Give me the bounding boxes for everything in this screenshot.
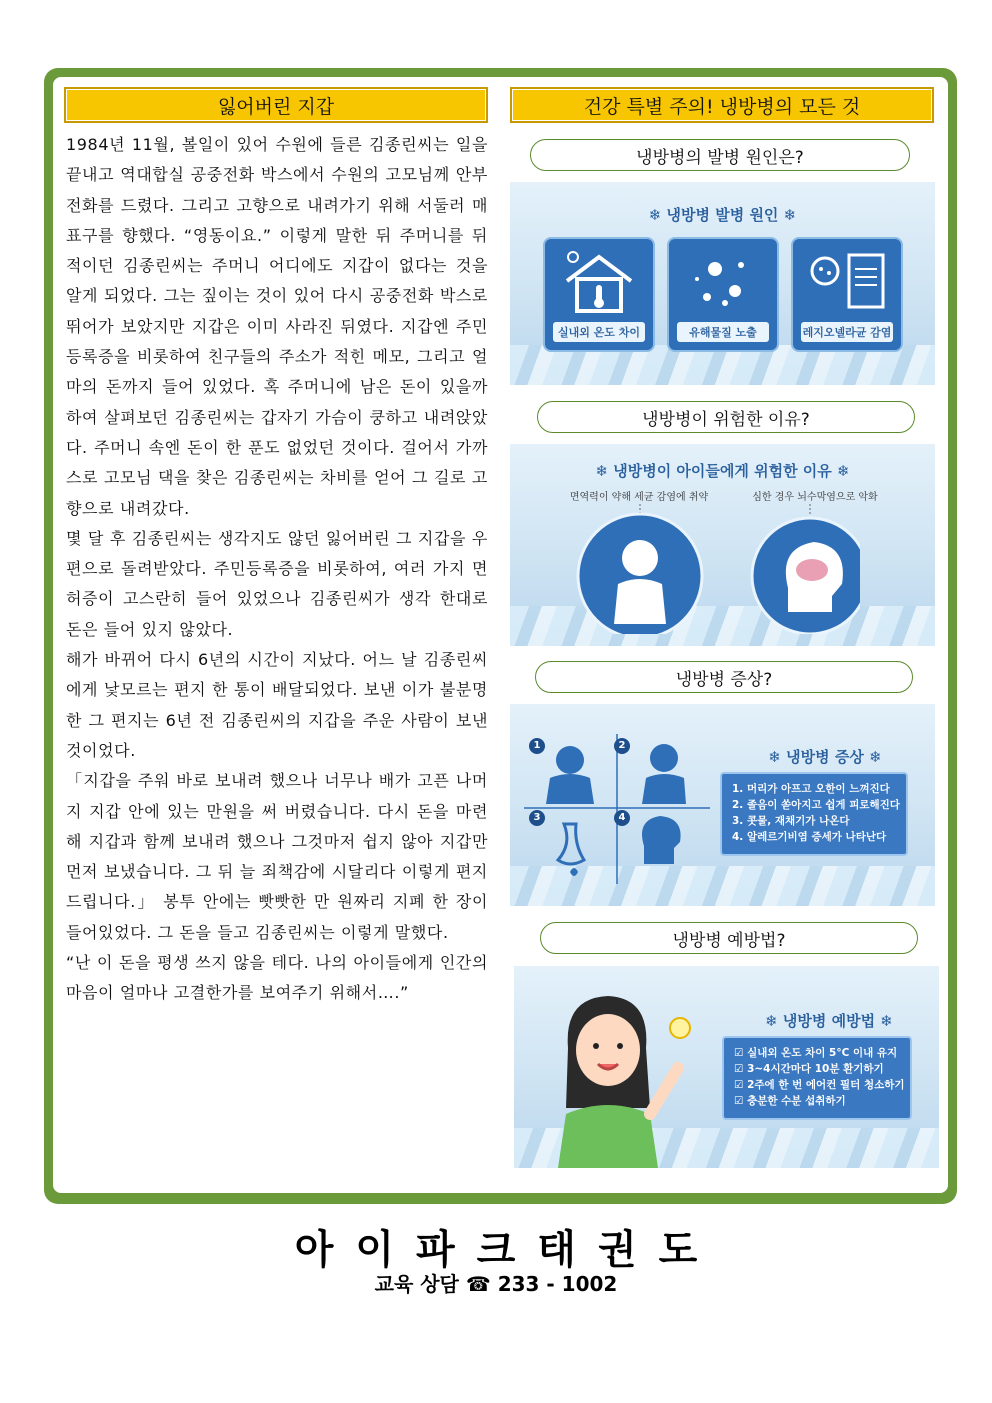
- question-pill-symptoms: [535, 661, 913, 693]
- panel-title: ❄ 냉방병 예방법 ❄: [765, 1012, 893, 1030]
- academy-name: 아이파크태권도: [294, 1227, 720, 1273]
- symptom-item: 2. 졸음이 쏟아지고 쉽게 피로해진다: [732, 799, 900, 811]
- story-paragraph: 몇 달 후 김종린씨는 생각지도 않던 잃어버린 그 지갑을 우편으로 돌려받았다. 주민등록증을 비롯하여, 여러 가지 면허증이 고스란히 들어 있었으나 김종린씨가 생각 한대로 돈은 들어 있지 않았다.: [66, 528, 488, 639]
- symptoms-illustration-icon: [524, 734, 710, 884]
- story-paragraph: “난 이 돈을 평생 쓰지 않을 테다. 나의 아이들에게 인간의 마음이 얼마나 고결한가를 보여주기 위해서….”: [66, 953, 488, 1003]
- aircon-bacteria-icon: [809, 249, 889, 315]
- danger-panel: [510, 444, 935, 646]
- panel-title-text: 냉방병 발병 원인: [666, 206, 779, 224]
- danger-caption: 심한 경우 뇌수막염으로 악화: [752, 492, 878, 503]
- question-pill-causes: [530, 139, 910, 171]
- prevention-list: [722, 1036, 912, 1120]
- symptom-item: 3. 콧물, 재채기가 나온다: [732, 815, 850, 827]
- cause-card-harmful: [667, 237, 779, 352]
- panel-title-text: 냉방병 증상: [786, 748, 864, 766]
- prevention-item: ☑ 충분한 수분 섭취하기: [734, 1095, 846, 1107]
- prevention-item: ☑ 실내외 온도 차이 5°C 이내 유지: [734, 1047, 898, 1059]
- question-text: 냉방병 예방법?: [672, 930, 786, 951]
- panel-title-text: 냉방병 예방법: [782, 1012, 876, 1030]
- prevention-item: ☑ 3~4시간마다 10분 환기하기: [734, 1063, 884, 1075]
- panel-title: ❄ 냉방병이 아이들에게 위험한 이유 ❄: [595, 462, 850, 480]
- symptom-item: 1. 머리가 아프고 오한이 느껴진다: [732, 783, 890, 795]
- prevention-panel: [514, 966, 939, 1168]
- virus-particles-icon: [685, 249, 761, 315]
- panel-title: ❄ 냉방병 발병 원인 ❄: [648, 206, 797, 224]
- symptoms-panel: [510, 704, 935, 906]
- story-paragraph: 해가 바뀌어 다시 6년의 시간이 지났다. 어느 날 김종린씨에게 낯모르는 편지 한 통이 배달되었다. 보낸 이가 불분명한 그 편지는 6년 전 김종린씨의 지갑을 주운 사람이 보낸 것이었다.: [66, 650, 488, 760]
- panel-title: ❄ 냉방병 증상 ❄: [768, 748, 882, 766]
- card-label: 실내외 온도 차이: [553, 322, 645, 342]
- house-thermometer-icon: [561, 249, 637, 315]
- question-pill-prevention: [540, 922, 918, 954]
- health-title-text: 건강 특별 주의! 냉방병의 모든 것: [583, 95, 861, 118]
- symptom-number: 1: [529, 738, 545, 754]
- story-paragraph: 1984년 11월, 볼일이 있어 수원에 들른 김종린씨는 일을 끝내고 역대합실 공중전화 박스에서 수원의 고모님께 안부 전화를 드렸다. 그리고 고향으로 내려가기 위해 서둘러 매표구를 향했다. “영동이요.” 이렇게 말한 뒤 주머니를 뒤적이던 김종린씨는 주머니 어디에도 지갑이 없다는 것을 알게 되었다. 그는 짚이는 것이 있어 다시 공중전화 박스로 뛰어가 보았지만 지갑은 이미 사라진 뒤였다. 지갑엔 주민등록증을 비롯하여 친구들의 주소가 적힌 메모, 그리고 얼마의 돈까지 들어 있었다. 혹 주머니에 남은 돈이 있을까 하여 살펴보던 김종린씨는 갑자기 가슴이 쿵하고 내려앉았다. 주머니 속엔 돈이 한 푼도 없었던 것이다. 걸어서 가까스로 고모님 댁을 찾은 김종린씨는 차비를 얻어 그 길로 고향으로 내려갔다.: [66, 135, 488, 518]
- question-text: 냉방병의 발병 원인은?: [636, 147, 804, 168]
- danger-caption: 면역력이 약해 세균 감염에 취약: [569, 492, 709, 503]
- story-title: [64, 87, 488, 123]
- child-sick-icon: [570, 504, 860, 634]
- symptom-number: 3: [529, 810, 545, 826]
- health-title: [510, 87, 934, 123]
- prevention-item: ☑ 2주에 한 번 에어컨 필터 청소하기: [734, 1079, 905, 1091]
- story-body: [66, 130, 488, 1009]
- cause-card-legionella: [791, 237, 903, 352]
- causes-panel: [510, 182, 935, 385]
- card-label: 레지오넬라균 감염: [801, 322, 893, 342]
- symptom-number: 4: [614, 810, 630, 826]
- symptom-item: 4. 알레르기비염 증세가 나타난다: [732, 831, 887, 843]
- question-text: 냉방병 증상?: [675, 669, 773, 690]
- story-title-text: 잃어버린 지갑: [217, 95, 335, 118]
- question-pill-danger: [537, 401, 915, 433]
- symptom-number: 2: [614, 738, 630, 754]
- question-text: 냉방병이 위험한 이유?: [642, 409, 810, 430]
- panel-title-text: 냉방병이 아이들에게 위험한 이유: [613, 462, 832, 480]
- contact-info: 교육 상담 ☎ 233 - 1002: [374, 1272, 618, 1296]
- card-label: 유해물질 노출: [677, 322, 769, 342]
- symptoms-list: [720, 772, 908, 856]
- girl-pointing-icon: [538, 988, 698, 1168]
- cause-card-temperature: [543, 237, 655, 352]
- story-paragraph: 「지갑을 주워 바로 보내려 했으나 너무나 배가 고픈 나머지 지갑 안에 있는 만원을 써 버렸습니다. 다시 돈을 마련해 지갑과 함께 보내려 했으나 그것마저 쉽지 않아 지갑만 먼저 보냈습니다. 그 뒤 늘 죄책감에 시달리다 이렇게 편지 드립니다.」 봉투 안에는 빳빳한 만 원짜리 지폐 한 장이 들어있었다. 그 돈을 들고 김종린씨는 이렇게 말했다.: [66, 771, 488, 942]
